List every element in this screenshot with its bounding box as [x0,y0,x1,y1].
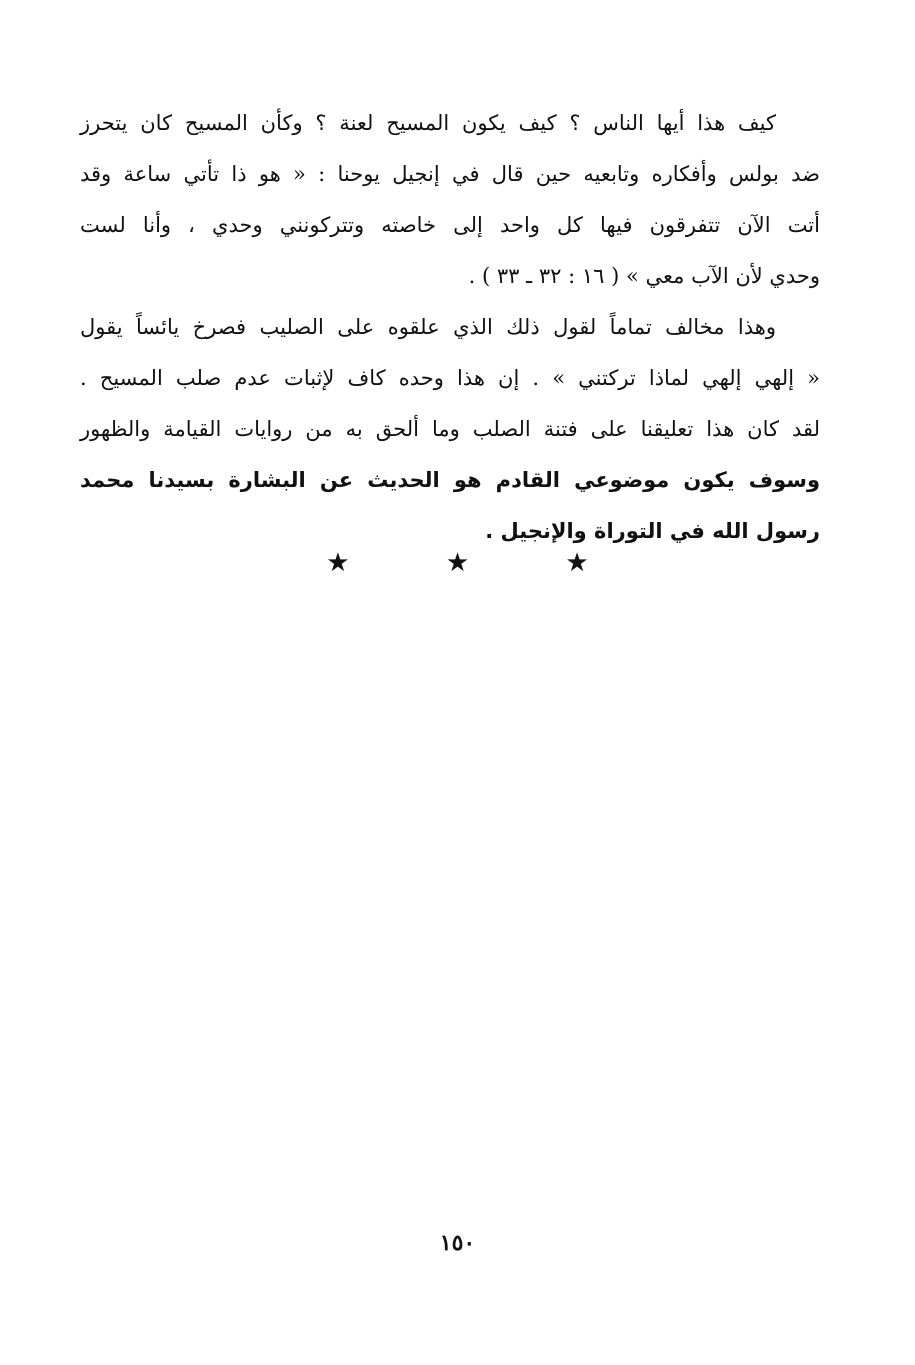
text-line: « إلهي إلهي لماذا تركتني » . إن هذا وحده كاف لإثبات عدم صلب المسيح . [80,366,820,390]
text-line: كيف هذا أيها الناس ؟ كيف يكون المسيح لعنة ؟ وكأن المسيح كان يتحرز [80,111,776,135]
text-line-bold: رسول الله في التوراة والإنجيل . [485,519,820,543]
text-line: ضد بولس وأفكاره وتابعيه حين قال في إنجيل يوحنا : « هو ذا تأتي ساعة وقد [80,162,820,186]
text-line: أتت الآن تتفرقون فيها كل واحد إلى خاصته وتتركونني وحدي ، وأنا لست [80,213,820,237]
text-line-bold: وسوف يكون موضوعي القادم هو الحديث عن البشارة بسيدنا محمد [80,468,820,492]
page-number: ١٥٠ [439,1230,476,1256]
text-line: لقد كان هذا تعليقنا على فتنة الصلب وما ألحق به من روايات القيامة والظهور [80,417,820,441]
body-text [80,98,820,557]
text-line: وهذا مخالف تماماً لقول ذلك الذي علقوه على الصليب فصرخ يائساً يقول [80,315,776,339]
section-separator-stars: ★ ★ ★ [326,548,633,578]
text-line: وحدي لأن الآب معي » ( ١٦ : ٣٢ ـ ٣٣ ) . [468,264,820,288]
